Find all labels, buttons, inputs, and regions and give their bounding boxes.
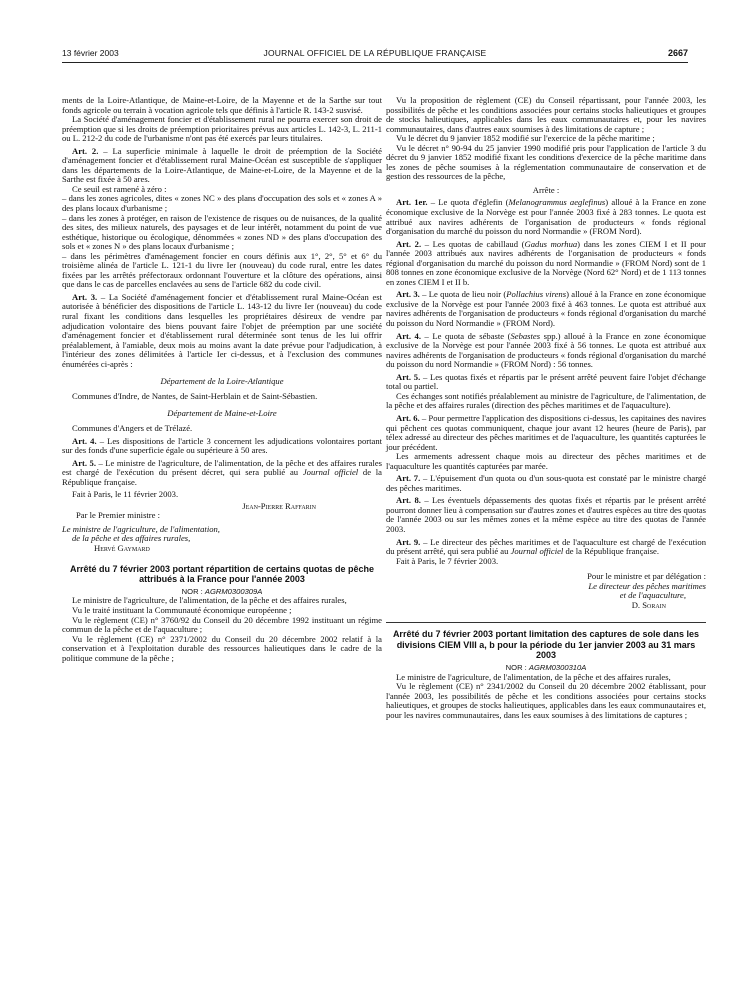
article-label: Art. 1er. <box>396 197 428 208</box>
article-9 <box>386 538 706 557</box>
nor-label: NOR : <box>181 586 205 596</box>
list-item: – dans les zones à protéger, en raison de l'existence de risques ou de nuisances, de la qualité des sites, des milieux naturels, des paysages et de leur intérêt, notamment du point de vue esthétique, historique ou écologique, dénommées « zones ND » des plans d'occupation des sols et « zones N » des plans locaux d'urbanisme ; <box>62 212 382 252</box>
article-label: Art. 3. <box>396 289 420 300</box>
journal-ref: Journal officiel <box>302 467 359 478</box>
species-name: Pollachius virens <box>506 289 567 300</box>
paragraph: La Société d'aménagement foncier et d'établissement rural ne pourra exercer son droit de préemption que si les droits de préemption prioritaires prévus aux articles L. 142-3, L. 211-1 ou L. 212-2 du code de l'urbanisme n'ont pas été exercés par leurs titulaires. <box>62 114 382 144</box>
right-column <box>386 96 706 720</box>
article-2 <box>386 240 706 288</box>
article-text: – Le quota de sébaste ( <box>421 330 511 341</box>
article-text: – La Société d'aménagement foncier et d'établissement rural Maine-Océan est autorisée à bénéficier des dispositions de l'article L. 143-12 du livre Ier (nouveau) du code rural fixant les conditions dans lesquelles les propriétaires désireux de vendre par adjudication volontaire des biens pouvant faire l'objet de préemption par une société d'aménagement foncier et d'établissement rural déterminée sont tenus de les lui offrir préalablement, à l'amiable, deux mois au moins avant la date prévue pour l'adjudication, à l'intérieur des zones délimitées à l'article Ier ci-dessus, et à l'exclusion des communes énumérées ci-après : <box>62 291 383 369</box>
article-text: – Le quota d'églefin ( <box>427 197 509 208</box>
article-5 <box>62 459 382 488</box>
article-text: – Le directeur des pêches maritimes et de l'aquaculture est chargé de l'exécution du présent arrêté, qui sera publié au <box>386 536 707 557</box>
arrete-heading: Arrête : <box>532 184 560 195</box>
paragraph: Communes d'Indre, de Nantes, de Saint-Herblain et de Saint-Sébastien. <box>72 390 318 401</box>
article-label: Art. 3. <box>72 291 98 302</box>
signature-role: et de l'aquaculture, <box>619 590 686 601</box>
article-text: ) alloué à la France en zone économique exclusive de la Norvège est pour l'année 2003 fixé à 283 tonnes. Le quota est attribué aux navires adhérents de l'organisation de producteurs « fonds régional d'organisation du marché du poisson du nord Normandie » (FROM Nord). <box>386 197 707 237</box>
article-label: Art. 8. <box>396 495 421 506</box>
paragraph: Ces échanges sont notifiés préalablement au ministre de l'agriculture, de l'alimentation, de la pêche et des affaires rurales (direction des pêches maritimes et de l'aquaculture). <box>386 390 706 411</box>
article-label: Art. 5. <box>396 371 421 382</box>
article-6 <box>386 414 706 452</box>
article-4 <box>62 437 382 456</box>
paragraph: Vu la proposition de règlement (CE) du Conseil répartissant, pour l'année 2003, les possibilités de pêche et les conditions associées pour certains stocks halieutiques et groupes de stocks halieutiques, applicables dans les eaux communautaires et, pour les navires communautaires, dans d'autres eaux soumises à des limitations de capture ; <box>386 95 706 134</box>
signer-name: D. Sorain <box>631 599 666 610</box>
arrete-title: Arrêté du 7 février 2003 portant limitation des captures de sole dans les divisions CIEM VIII a, b pour la période du 1er janvier 2003 au 31 mars 2003 <box>392 629 700 660</box>
signer-name: Hervé Gaymard <box>94 542 150 553</box>
article-text: – Pour permettre l'application des dispositions ci-dessus, les capitaines des navires qui pêchent ces quotas communiquent, chaque jour avant 12 heures (heure de Paris), par télex adressé au directeur des pêches maritimes et de l'aquaculture, les quantités capturées le jour précédent. <box>386 412 707 452</box>
paragraph: Ce seuil est ramené à zéro : <box>72 183 167 194</box>
paragraph: Vu le traité instituant la Communauté économique européenne ; <box>72 605 292 616</box>
paragraph: Vu le règlement (CE) n° 2341/2002 du Conseil du 20 décembre 2002 établissant, pour l'année 2003, les possibilités de pêche et les conditions associées pour certains stocks halieutiques, et groupes de stocks halieutiques, applicables dans les eaux communautaires et, pour les navires communautaires, dans les eaux soumises à des limitations de captures ; <box>386 681 706 720</box>
department-heading: Département de la Loire-Atlantique <box>160 376 284 387</box>
section-divider <box>386 622 706 623</box>
signature-role: Le ministre de l'agriculture, de l'alimentation, <box>62 523 220 534</box>
paragraph: Communes d'Angers et de Trélazé. <box>72 422 193 433</box>
article-label: Art. 5. <box>72 457 96 468</box>
paragraph: Vu le décret du 9 janvier 1852 modifié sur l'exercice de la pêche maritime ; <box>396 133 655 144</box>
article-label: Art. 4. <box>72 435 97 446</box>
department-heading: Département de Maine-et-Loire <box>167 408 277 419</box>
page-number: 2667 <box>667 48 688 58</box>
article-text: – Les quotas fixés et répartis par le présent arrêté peuvent faire l'objet d'échange total ou partiel. <box>386 371 706 392</box>
signer-name: Jean-Pierre Raffarin <box>242 500 316 511</box>
article-label: Art. 2. <box>72 145 99 156</box>
signature-role: Le directeur des pêches maritimes <box>588 580 706 591</box>
list-item: – dans les zones agricoles, dites « zones NC » des plans d'occupation des sols et « zones A » des plans locaux d'urbanisme ; <box>62 193 382 214</box>
article-text: spp.) alloué à la France en zone économique exclusive de la Norvège est pour l'année 2003 fixé à 56 tonnes. Le quota est attribué aux navires adhérents de l'organisation de producteurs « fonds régional d'organisation du marché du poisson du nord Normandie » (FROM Nord) : 56 tonnes. <box>386 330 706 370</box>
article-1 <box>386 198 706 236</box>
paragraph: Vu le règlement (CE) n° 2371/2002 du Conseil du 20 décembre 2002 relatif à la conservation et à l'exploitation durable des ressources halieutiques dans le cadre de la politique commune de la pêche ; <box>62 633 382 663</box>
article-label: Art. 4. <box>396 330 422 341</box>
header-date: 13 février 2003 <box>62 48 119 58</box>
paragraph: Les armements adressent chaque mois au directeur des pêches maritimes et de l'aquaculture les quantités capturées par marée. <box>386 451 706 471</box>
journal-title: JOURNAL OFFICIEL DE LA RÉPUBLIQUE FRANÇAISE <box>263 48 487 58</box>
article-text: – La superficie minimale à laquelle le droit de préemption de la Société d'aménagement foncier et d'établissement rural Maine-Océan est susceptible de s'appliquer dans les départements de la Loire-Atlantique, de Maine-et-Loire, de la Mayenne et de la Sarthe est fixée à 50 ares. <box>62 145 382 185</box>
article-text: – L'épuisement d'un quota ou d'un sous-quota est constaté par le ministre chargé des pêches maritimes. <box>386 473 707 493</box>
list-item: – dans les périmètres d'aménagement foncier en cours définis aux 1°, 2°, 5° et 6° du troisième alinéa de l'article L. 121-1 du livre Ier (nouveau) du code rural, entre les dates fixées par les arrêtés préfectoraux ordonnant l'ouverture et la clôture des opérations, ainsi que dans le cas de parcelles enclavées au sens de l'article 682 du code civil. <box>62 250 382 290</box>
signature-role: de la pêche et des affaires rurales, <box>72 533 191 544</box>
signature-block <box>62 502 382 554</box>
header-rule <box>62 62 688 63</box>
article-3 <box>62 293 382 369</box>
journal-ref: Journal officiel <box>510 546 564 557</box>
paragraph: Vu le décret n° 90-94 du 25 janvier 1990 modifié pris pour l'application de l'article 3 du décret du 9 janvier 1852 modifié fixant les conditions d'exercice de la pêche maritime dans les zones de pêche soumises à la réglementation communautaire de conservation et de gestion des ressources de la pêche, <box>386 142 706 182</box>
species-name: Sebastes <box>510 330 541 341</box>
article-text: – Les quotas de cabillaud ( <box>421 238 525 249</box>
article-7 <box>386 474 706 493</box>
article-text: – Le ministre de l'agriculture, de l'alimentation, de la pêche et des affaires rurales est chargé de l'exécution du présent décret, qui sera publié au <box>62 457 383 478</box>
article-label: Art. 2. <box>396 238 422 249</box>
article-text: – Les éventuels dépassements des quotas fixés et répartis par le présent arrêté pourront donner lieu à compensation sur d'autres zones et d'autres espèces au titre des quotas de l'année 2003 ou sur les mêmes zones et la même espèce au titre des quotas de l'année 2003. <box>386 495 706 534</box>
article-8 <box>386 496 706 534</box>
article-text: de la République française. <box>62 467 382 487</box>
article-text: de la République française. <box>563 546 659 557</box>
species-name: Gadus morhua <box>524 238 578 249</box>
species-name: Melanogrammus aeglefinus <box>508 197 606 208</box>
article-label: Art. 7. <box>396 473 421 484</box>
article-text: ) dans les zones CIEM I et II pour l'année 2003 attribués aux navires adhérents de l'organisation de producteurs « fonds régional d'organisation du marché du poisson du nord Normandie » (FROM Nord) sont de 1 808 tonnes en zone économique exclusive de la Norvège (Nord 62° Nord) et de 1 113 tonnes en zones CIEM I et II b. <box>386 238 706 287</box>
nor-label: NOR : <box>505 662 529 672</box>
article-text: ) alloué à la France en zone économique exclusive de la Norvège est pour l'année 2003 fixé à 463 tonnes. Le quota est attribué aux navires adhérents de l'organisation de producteurs « fonds régional d'organisation du marché du poisson du Nord Normandie » (FROM Nord). <box>386 289 706 329</box>
signature-role: Par le Premier ministre : <box>76 510 161 521</box>
article-text: – Le quota de lieu noir ( <box>419 289 507 300</box>
article-4 <box>386 332 706 370</box>
article-label: Art. 9. <box>396 536 421 547</box>
article-5 <box>386 373 706 392</box>
signature-role: Pour le ministre et par délégation : <box>587 571 706 582</box>
article-2 <box>62 147 382 185</box>
article-label: Art. 6. <box>396 412 420 423</box>
signature-block <box>386 572 706 610</box>
signature-place-date: Fait à Paris, le 7 février 2003. <box>396 555 499 566</box>
paragraph: ments de la Loire-Atlantique, de Maine-et-Loire, de la Mayenne et de la Sarthe sur tout fonds agricole ou terrain à vocation agricole tels que définis à l'article R. 143-2 susvisé. <box>62 95 382 115</box>
signature-place-date: Fait à Paris, le 11 février 2003. <box>72 489 179 500</box>
article-text: – Les dispositions de l'article 3 concernent les adjudications volontaires portant sur des fonds d'une superficie égale ou supérieure à 50 ares. <box>62 435 382 456</box>
article-3 <box>386 290 706 328</box>
left-column <box>62 96 382 663</box>
paragraph: Vu le règlement (CE) n° 3760/92 du Conseil du 20 décembre 1992 instituant un régime commun de la pêche et de l'aquaculture ; <box>62 614 382 635</box>
page-header <box>62 48 688 62</box>
nor-code: AGRM0300310A <box>528 662 587 672</box>
paragraph: Le ministre de l'agriculture, de l'alimentation, de la pêche et des affaires rurales, <box>396 671 671 682</box>
arrete-title: Arrêté du 7 février 2003 portant répartition de certains quotas de pêche attribués à la France pour l'année 2003 <box>69 563 375 584</box>
nor-code: AGRM0300309A <box>204 586 263 596</box>
paragraph: Le ministre de l'agriculture, de l'alimentation, de la pêche et des affaires rurales, <box>72 595 347 606</box>
